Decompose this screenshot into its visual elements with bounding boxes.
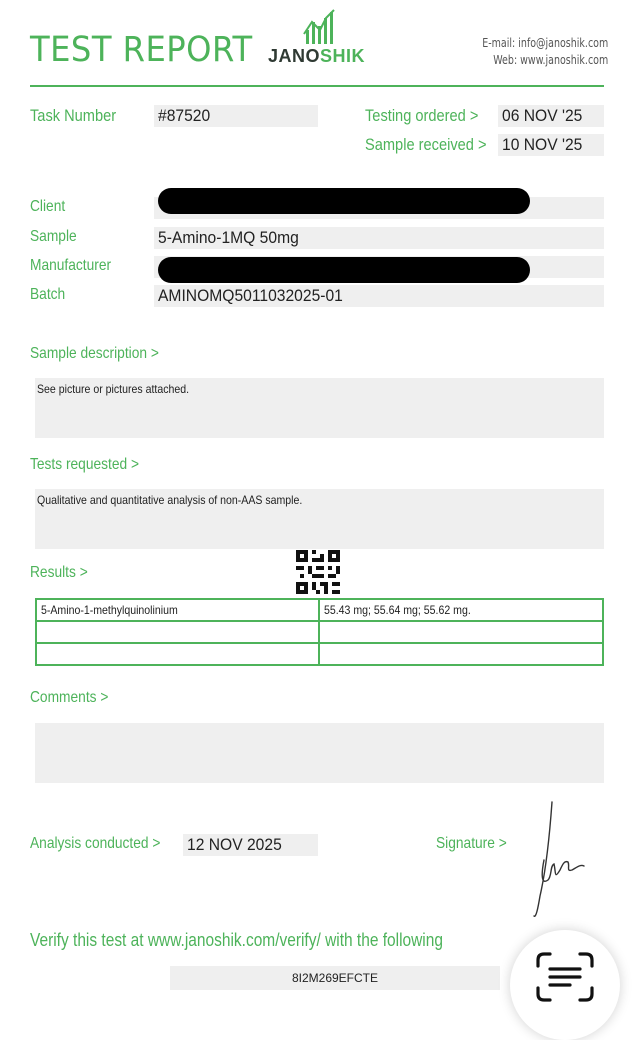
- signature-label: Signature >: [436, 835, 507, 852]
- header-divider: [30, 85, 604, 87]
- sample-received-value: 10 NOV '25: [502, 135, 583, 154]
- comments-box: [35, 723, 604, 783]
- result-substance-cell: [36, 599, 319, 621]
- report-title: TEST REPORT: [30, 30, 253, 70]
- result-value: 55.43 mg; 55.64 mg; 55.62 mg.: [324, 603, 471, 617]
- task-number-value: #87520: [158, 106, 211, 125]
- task-number-label: Task Number: [30, 106, 117, 125]
- comments-label: Comments >: [30, 689, 109, 706]
- table-row: [36, 599, 603, 621]
- signature-image: [530, 800, 590, 920]
- qr-code-icon[interactable]: [296, 550, 340, 594]
- verify-instructions: Verify this test at www.janoshik.com/verify/ with the following: [30, 930, 443, 950]
- result-substance-cell: [36, 621, 319, 643]
- results-label: Results >: [30, 564, 88, 581]
- sample-label: Sample: [30, 228, 77, 245]
- tests-requested-box: [35, 489, 604, 549]
- bar-graph-logo-icon: [268, 8, 372, 48]
- email-line[interactable]: E-mail: info@janoshik.com: [481, 36, 608, 50]
- analysis-date-value: 12 NOV 2025: [187, 835, 282, 854]
- tests-requested-text: Qualitative and quantitative analysis of non-AAS sample.: [37, 493, 303, 507]
- batch-label: Batch: [30, 286, 66, 303]
- manufacturer-label: Manufacturer: [30, 257, 112, 274]
- table-row: [36, 621, 603, 643]
- verify-code-field: [170, 966, 500, 990]
- batch-field: [154, 285, 604, 307]
- table-row: [36, 643, 603, 665]
- logo-wordmark: [268, 46, 365, 67]
- testing-ordered-value: 06 NOV '25: [502, 106, 583, 125]
- logo-text-part-a: JANO: [268, 46, 321, 66]
- client-label: Client: [30, 198, 66, 215]
- sample-received-label: Sample received >: [365, 135, 487, 154]
- sample-field: [154, 227, 604, 249]
- testing-ordered-field: [498, 105, 604, 127]
- analysis-date-field: [183, 834, 318, 856]
- analysis-conducted-label: Analysis conducted >: [30, 835, 161, 852]
- task-number-field: [154, 105, 318, 127]
- result-substance-cell: [36, 643, 319, 665]
- text-scan-button[interactable]: [510, 930, 620, 1040]
- results-table: [35, 598, 604, 666]
- tests-requested-label: Tests requested >: [30, 456, 140, 473]
- sample-received-field: [498, 134, 604, 156]
- web-line[interactable]: Web: www.janoshik.com: [493, 53, 608, 67]
- sample-value: 5-Amino-1MQ 50mg: [158, 228, 299, 247]
- result-value-cell: [319, 643, 603, 665]
- sample-description-text: See picture or pictures attached.: [37, 382, 190, 396]
- logo-text-part-b: SHIK: [320, 46, 366, 66]
- contact-info: [482, 35, 608, 69]
- result-value-cell: [319, 599, 603, 621]
- sample-description-label: Sample description >: [30, 345, 159, 362]
- manufacturer-redaction: [158, 257, 530, 283]
- result-substance: 5-Amino-1-methylquinolinium: [41, 603, 178, 617]
- result-value-cell: [319, 621, 603, 643]
- verify-code-value: 8I2M269EFCTE: [291, 971, 379, 985]
- sample-description-box: [35, 378, 604, 438]
- client-redaction: [158, 188, 530, 214]
- batch-value: AMINOMQ5011032025-01: [158, 286, 343, 305]
- testing-ordered-label: Testing ordered >: [365, 106, 479, 125]
- text-scan-icon: [510, 930, 620, 1040]
